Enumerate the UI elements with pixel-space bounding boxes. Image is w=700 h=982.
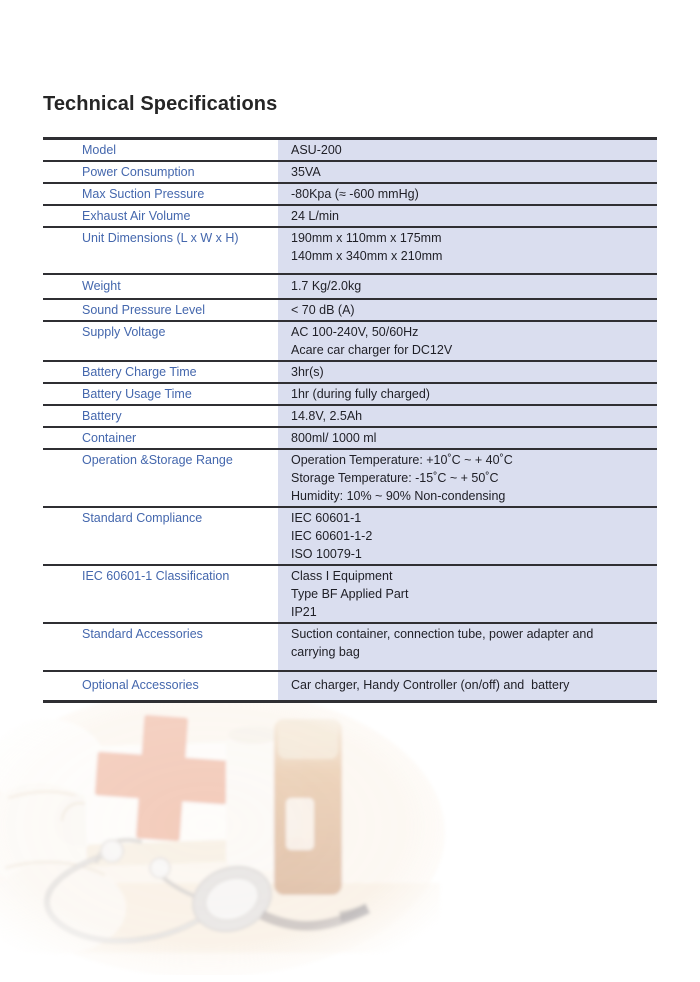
spec-value-line: -80Kpa (≈ -600 mmHg) [291, 187, 419, 201]
spec-value-line: Car charger, Handy Controller (on/off) and battery [291, 678, 570, 692]
spec-label: Exhaust Air Volume [82, 209, 191, 223]
spec-row [43, 428, 657, 450]
spec-value-line: ISO 10079-1 [291, 547, 362, 561]
spec-label: Operation &Storage Range [82, 453, 233, 467]
medical-supplies-photo-illustration [0, 703, 460, 975]
spec-row [43, 566, 657, 624]
spec-label: Unit Dimensions (L x W x H) [82, 231, 239, 245]
spec-value-line: Operation Temperature: +10˚C ~ + 40˚C [291, 453, 513, 467]
photo-content [0, 703, 445, 975]
spec-value [278, 566, 657, 622]
spec-row [43, 406, 657, 428]
spec-value-line: AC 100-240V, 50/60Hz [291, 325, 419, 339]
spec-value-line: Type BF Applied Part [291, 587, 409, 601]
spec-value [278, 206, 657, 226]
spec-label: Model [82, 143, 117, 157]
spec-value-line: ASU-200 [291, 143, 342, 157]
spec-value-line: 190mm x 110mm x 175mm [291, 231, 442, 245]
spec-value [278, 450, 657, 506]
spec-value [278, 275, 657, 298]
spec-label: Battery [82, 409, 122, 423]
spec-row [43, 362, 657, 384]
spec-value-line: Humidity: 10% ~ 90% Non-condensing [291, 489, 506, 503]
spec-value [278, 428, 657, 448]
spec-value [278, 362, 657, 382]
spec-label: Standard Compliance [82, 511, 203, 525]
spec-value-line: Acare car charger for DC12V [291, 343, 453, 357]
medical-supplies-photo [0, 703, 460, 975]
spec-row [43, 672, 657, 703]
spec-value [278, 140, 657, 160]
page-title: Technical Specifications [43, 93, 278, 115]
white-medicine-bottle [226, 726, 282, 871]
spec-row [43, 508, 657, 566]
spec-value [278, 228, 657, 273]
spec-value-line: 3hr(s) [291, 365, 324, 379]
spec-label: Standard Accessories [82, 627, 203, 641]
spec-value-line: 1hr (during fully charged) [291, 387, 430, 401]
spec-row [43, 162, 657, 184]
spec-value-line: 14.8V, 2.5Ah [291, 409, 363, 423]
spec-value-line: 140mm x 340mm x 210mm [291, 249, 443, 263]
spec-row [43, 140, 657, 162]
spec-value [278, 162, 657, 182]
spec-row [43, 300, 657, 322]
spec-value [278, 672, 657, 700]
spec-label: Power Consumption [82, 165, 195, 179]
spec-label: Battery Usage Time [82, 387, 192, 401]
spec-value [278, 384, 657, 404]
spec-row [43, 275, 657, 300]
spec-value-line: IP21 [291, 605, 317, 619]
spec-value [278, 322, 657, 360]
spec-value-line: Storage Temperature: -15˚C ~ + 50˚C [291, 471, 499, 485]
spec-row [43, 624, 657, 672]
spec-label: Sound Pressure Level [82, 303, 205, 317]
spec-value-line: 24 L/min [291, 209, 339, 223]
spec-row [43, 184, 657, 206]
spec-label: Max Suction Pressure [82, 187, 205, 201]
spec-row [43, 450, 657, 508]
spec-value [278, 508, 657, 564]
spec-label: Battery Charge Time [82, 365, 197, 379]
spec-value-line: carrying bag [291, 645, 360, 659]
spec-table [43, 137, 657, 703]
spec-value-line: IEC 60601-1-2 [291, 529, 373, 543]
spec-row [43, 206, 657, 228]
spec-row [43, 384, 657, 406]
spec-value [278, 184, 657, 204]
spec-value [278, 406, 657, 426]
spec-label: Container [82, 431, 137, 445]
spec-value [278, 300, 657, 320]
spec-label: Optional Accessories [82, 678, 199, 692]
spec-value-line: Suction container, connection tube, power adapter and [291, 627, 594, 641]
spec-label: IEC 60601-1 Classification [82, 569, 230, 583]
spec-value-line: 1.7 Kg/2.0kg [291, 279, 362, 293]
spec-label: Weight [82, 279, 121, 293]
spec-label: Supply Voltage [82, 325, 166, 339]
spec-value-line: < 70 dB (A) [291, 303, 355, 317]
amber-pill-bottle [274, 719, 342, 895]
spec-row [43, 322, 657, 362]
spec-value-line: Class I Equipment [291, 569, 393, 583]
spec-value [278, 624, 657, 670]
spec-value-line: 800ml/ 1000 ml [291, 431, 377, 445]
spec-row [43, 228, 657, 275]
spec-value-line: IEC 60601-1 [291, 511, 362, 525]
spec-value-line: 35VA [291, 165, 321, 179]
